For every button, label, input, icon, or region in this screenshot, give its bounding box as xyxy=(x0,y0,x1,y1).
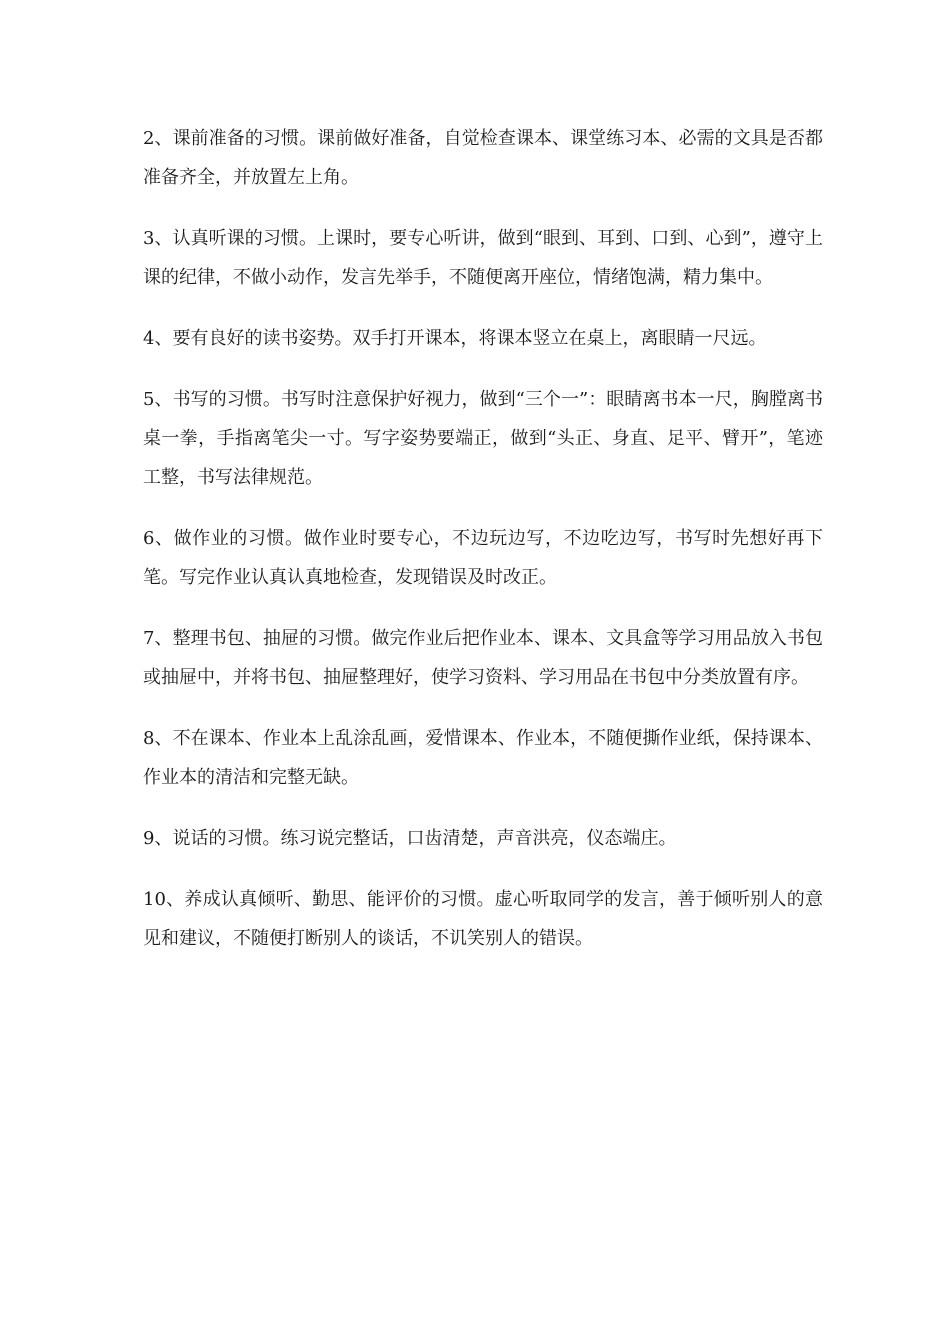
paragraph-item-8: 8、不在课本、作业本上乱涂乱画，爱惜课本、作业本，不随便撕作业纸，保持课本、作业本的清洁和完整无缺。 xyxy=(143,728,823,788)
paragraph-item-4: 4、要有良好的读书姿势。双手打开课本，将课本竖立在桌上，离眼睛一尺远。 xyxy=(143,328,767,349)
paragraph-item-2: 2、课前准备的习惯。课前做好准备，自觉检查课本、课堂练习本、必需的文具是否都准备齐全，并放置左上角。 xyxy=(143,128,823,188)
document-body xyxy=(143,119,823,958)
paragraph-item-9: 9、说话的习惯。练习说完整话，口齿清楚，声音洪亮，仪态端庄。 xyxy=(143,828,677,849)
paragraph-item-7: 7、整理书包、抽屉的习惯。做完作业后把作业本、课本、文具盒等学习用品放入书包或抽屉中，并将书包、抽屉整理好，使学习资料、学习用品在书包中分类放置有序。 xyxy=(143,628,823,688)
paragraph-item-3: 3、认真听课的习惯。上课时，要专心听讲，做到“眼到、耳到、口到、心到”，遵守上课的纪律，不做小动作，发言先举手，不随便离开座位，情绪饱满，精力集中。 xyxy=(143,228,823,288)
paragraph-item-10: 10、养成认真倾听、勤思、能评价的习惯。虚心听取同学的发言，善于倾听别人的意见和建议，不随便打断别人的谈话，不讥笑别人的错误。 xyxy=(143,889,823,949)
paragraph-item-6: 6、做作业的习惯。做作业时要专心，不边玩边写，不边吃边写，书写时先想好再下笔。写完作业认真认真地检查，发现错误及时改正。 xyxy=(143,528,823,588)
paragraph-item-5: 5、书写的习惯。书写时注意保护好视力，做到“三个一”：眼睛离书本一尺，胸膛离书桌一拳，手指离笔尖一寸。写字姿势要端正，做到“头正、身直、足平、臂开”，笔迹工整，书写法律规范。 xyxy=(143,389,823,488)
